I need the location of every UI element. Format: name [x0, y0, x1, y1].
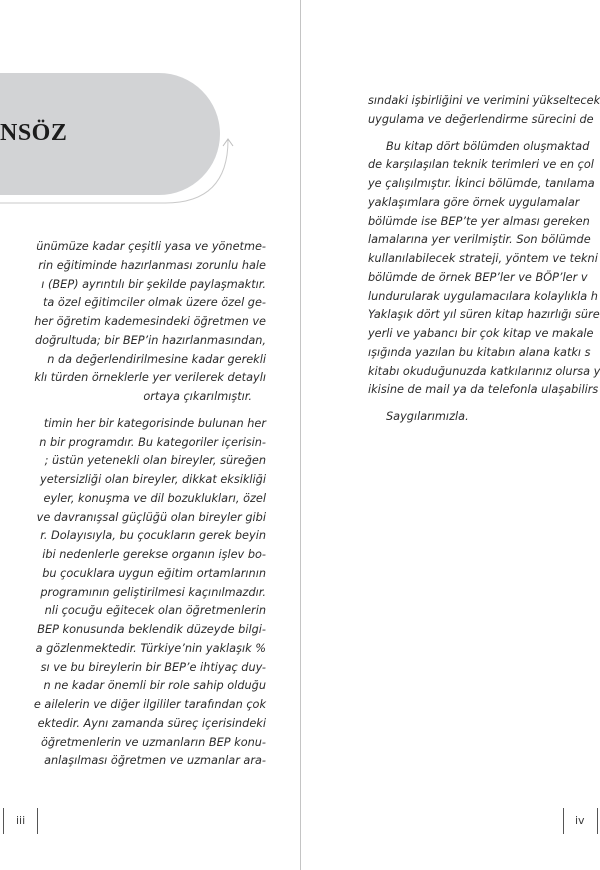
text-line: uygulama ve değerlendirme sürecini de	[368, 112, 594, 126]
chapter-title: NSÖZ	[0, 120, 68, 146]
text-line: her öğretim kademesindeki öğretmen ve	[34, 315, 266, 328]
text-line: ünümüze kadar çeşitli yasa ve yönetme-	[36, 240, 266, 253]
text-line: ve davranışsal güçlüğü olan bireyler gibi	[36, 510, 266, 524]
text-line: ektedir. Aynı zamanda süreç içerisindeki	[37, 716, 266, 730]
folio-divider	[3, 808, 4, 834]
folio-divider	[597, 808, 598, 834]
text-line: kullanılabilecek strateji, yöntem ve tekni	[368, 252, 598, 265]
text-line: n da değerlendirilmesine kadar gerekli	[47, 352, 266, 366]
text-line: ikisine de mail ya da telefonla ulaşabilirs	[368, 383, 599, 397]
text-line: ta özel eğitimciler olmak üzere özel ge-	[42, 296, 266, 310]
text-line: yerli ve yabancı bir çok kitap ve makale	[368, 327, 594, 340]
text-line: lamalarına yer verilmiştir. Son bölümde	[368, 233, 591, 247]
text-line: nli çocuğu eğitecek olan öğretmenlerin	[44, 604, 266, 618]
text-line: ortaya çıkarılmıştır.	[143, 390, 252, 403]
folio-divider	[563, 808, 564, 834]
text-line: Saygılarımızla.	[386, 410, 469, 423]
folio-divider	[37, 808, 38, 834]
text-line: e ailelerin ve diğer ilgililer tarafından çok	[33, 698, 266, 711]
text-line: de karşılaşılan teknik terimleri ve en çol	[368, 158, 594, 172]
text-line: sındaki işbirliğini ve verimini yükseltecek	[368, 94, 600, 107]
page-folio-right	[563, 808, 600, 834]
text-line: ışığında yazılan bu kitabın alana katkı s	[368, 345, 591, 359]
page-number: iv	[575, 814, 585, 827]
text-line: programının geliştirilmesi kaçınılmazdır.	[40, 585, 266, 599]
right-page	[301, 0, 600, 870]
text-line: bölümde de örnek BEP’ler ve BÖP’ler v	[368, 270, 588, 284]
text-line: yetersizliği olan bireyler, dikkat eksikliği	[40, 473, 266, 486]
text-line: BEP konusunda beklendik düzeyde bilgi-	[37, 623, 266, 636]
page-number: iii	[16, 814, 26, 827]
text-line: lundurularak uygulamacılara kolaylıkla h	[368, 289, 598, 303]
text-line: n bir programdır. Bu kategoriler içerisin-	[39, 435, 266, 449]
text-line: n ne kadar önemli bir role sahip olduğu	[43, 679, 266, 693]
text-line: bu çocuklara uygun eğitim ortamlarının	[42, 566, 266, 580]
page-folio-left	[3, 808, 43, 834]
text-line: eyler, konuşma ve dil bozuklukları, özel	[43, 491, 266, 505]
text-line: ; üstün yetenekli olan bireyler, süreğen	[44, 454, 266, 468]
text-line: Yaklaşık dört yıl süren kitap hazırlığı süre	[368, 308, 600, 322]
text-line: ı (BEP) ayrıntılı bir şekilde paylaşmaktır.	[41, 277, 266, 291]
text-line: sı ve bu bireylerin bir BEP’e ihtiyaç duy-	[40, 660, 266, 674]
text-line: Bu kitap dört bölümden oluşmaktad	[386, 139, 590, 153]
text-line: klı türden örneklerle yer verilerek detaylı	[34, 371, 266, 385]
text-line: r. Dolayısıyla, bu çocukların gerek beyin	[40, 529, 266, 543]
text-line: yaklaşımlara göre örnek uygulamalar	[368, 195, 580, 209]
text-line: a gözlenmektedir. Türkiye’nin yaklaşık %	[35, 641, 266, 655]
text-line: doğrultuda; bir BEP’in hazırlanmasından,	[35, 333, 266, 347]
text-line: rin eğitiminde hazırlanması zorunlu hale	[38, 258, 266, 272]
text-line: ye çalışılmıştır. İkinci bölümde, tanılama	[368, 177, 595, 190]
text-line: bölümde ise BEP’te yer alması gereken	[368, 214, 590, 228]
text-line: kitabı okuduğunuzda katkılarınız olursa y	[368, 364, 600, 378]
text-line: öğretmenlerin ve uzmanların BEP konu-	[41, 735, 266, 749]
text-line: anlaşılması öğretmen ve uzmanlar ara-	[44, 754, 266, 768]
text-line: timin her bir kategorisinde bulunan her	[43, 416, 266, 430]
text-line: ibi nedenlerle gerekse organın işlev bo-	[42, 548, 266, 561]
